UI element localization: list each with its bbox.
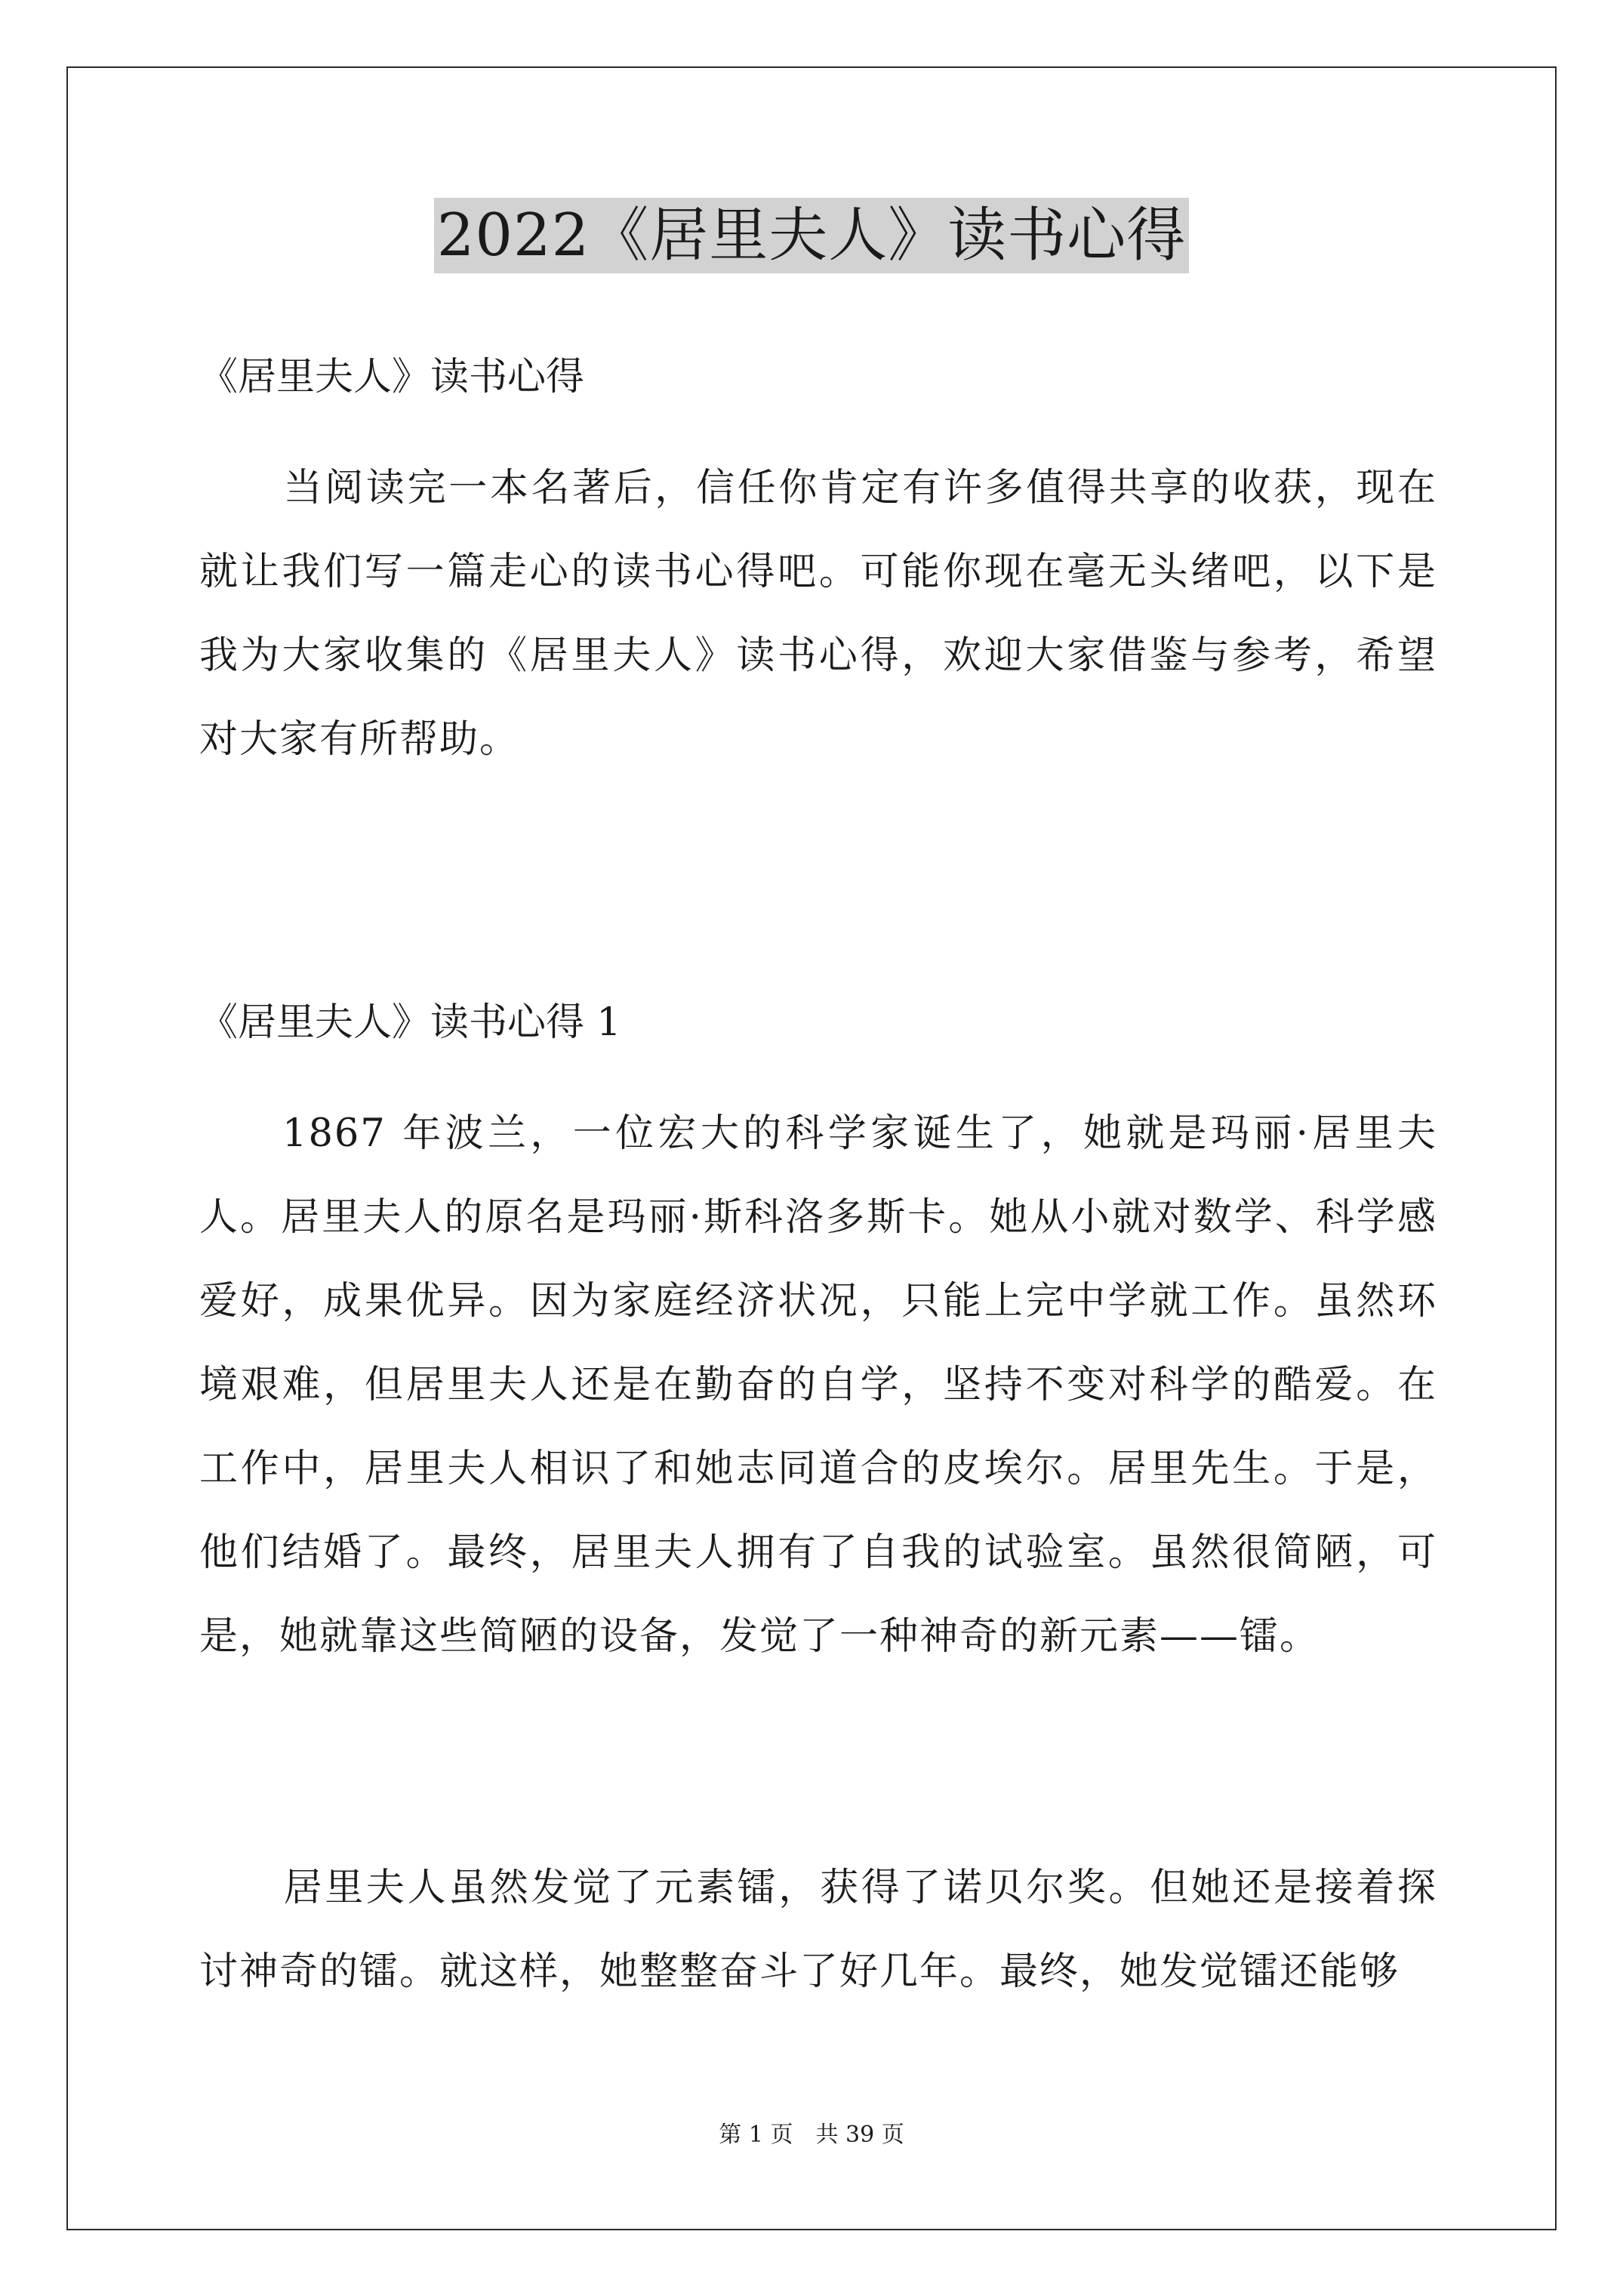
- section-1-paragraph-2-text: 居里夫人虽然发觉了元素镭，获得了诺贝尔奖。但她还是接着探讨神奇的镭。就这样，她整整奋斗了好几年。最终，她发觉镭还能够: [199, 1866, 1437, 1994]
- page-footer: 第 1 页 共 39 页: [719, 2122, 904, 2148]
- title-container: [0, 198, 1623, 273]
- subtitle-heading: 《居里夫人》读书心得: [199, 355, 585, 399]
- document-title: 2022《居里夫人》读书心得: [434, 198, 1190, 273]
- section-1-paragraph-2: [199, 1846, 1437, 2014]
- section-1-paragraph-1: [199, 1092, 1437, 1678]
- section-1-paragraph-1-text: 1867 年波兰，一位宏大的科学家诞生了，她就是玛丽·居里夫人。居里夫人的原名是玛丽·斯科洛多斯卡。她从小就对数学、科学感爱好，成果优异。因为家庭经济状况，只能上完中学就工作。虽然环境艰难，但居里夫人还是在勤奋的自学，坚持不变对科学的酷爱。在工作中，居里夫人相识了和她志同道合的皮埃尔。居里先生。于是，他们结婚了。最终，居里夫人拥有了自我的试验室。虽然很简陋，可是，她就靠这些简陋的设备，发觉了一种神奇的新元素——镭。: [199, 1111, 1437, 1659]
- intro-text: 当阅读完一本名著后，信任你肯定有许多值得共享的收获，现在就让我们写一篇走心的读书心得吧。可能你现在毫无头绪吧，以下是我为大家收集的《居里夫人》读书心得，欢迎大家借鉴与参考，希望对大家有所帮助。: [199, 466, 1437, 762]
- section-1-heading: 《居里夫人》读书心得 1: [199, 1000, 621, 1045]
- intro-paragraph: [199, 446, 1437, 781]
